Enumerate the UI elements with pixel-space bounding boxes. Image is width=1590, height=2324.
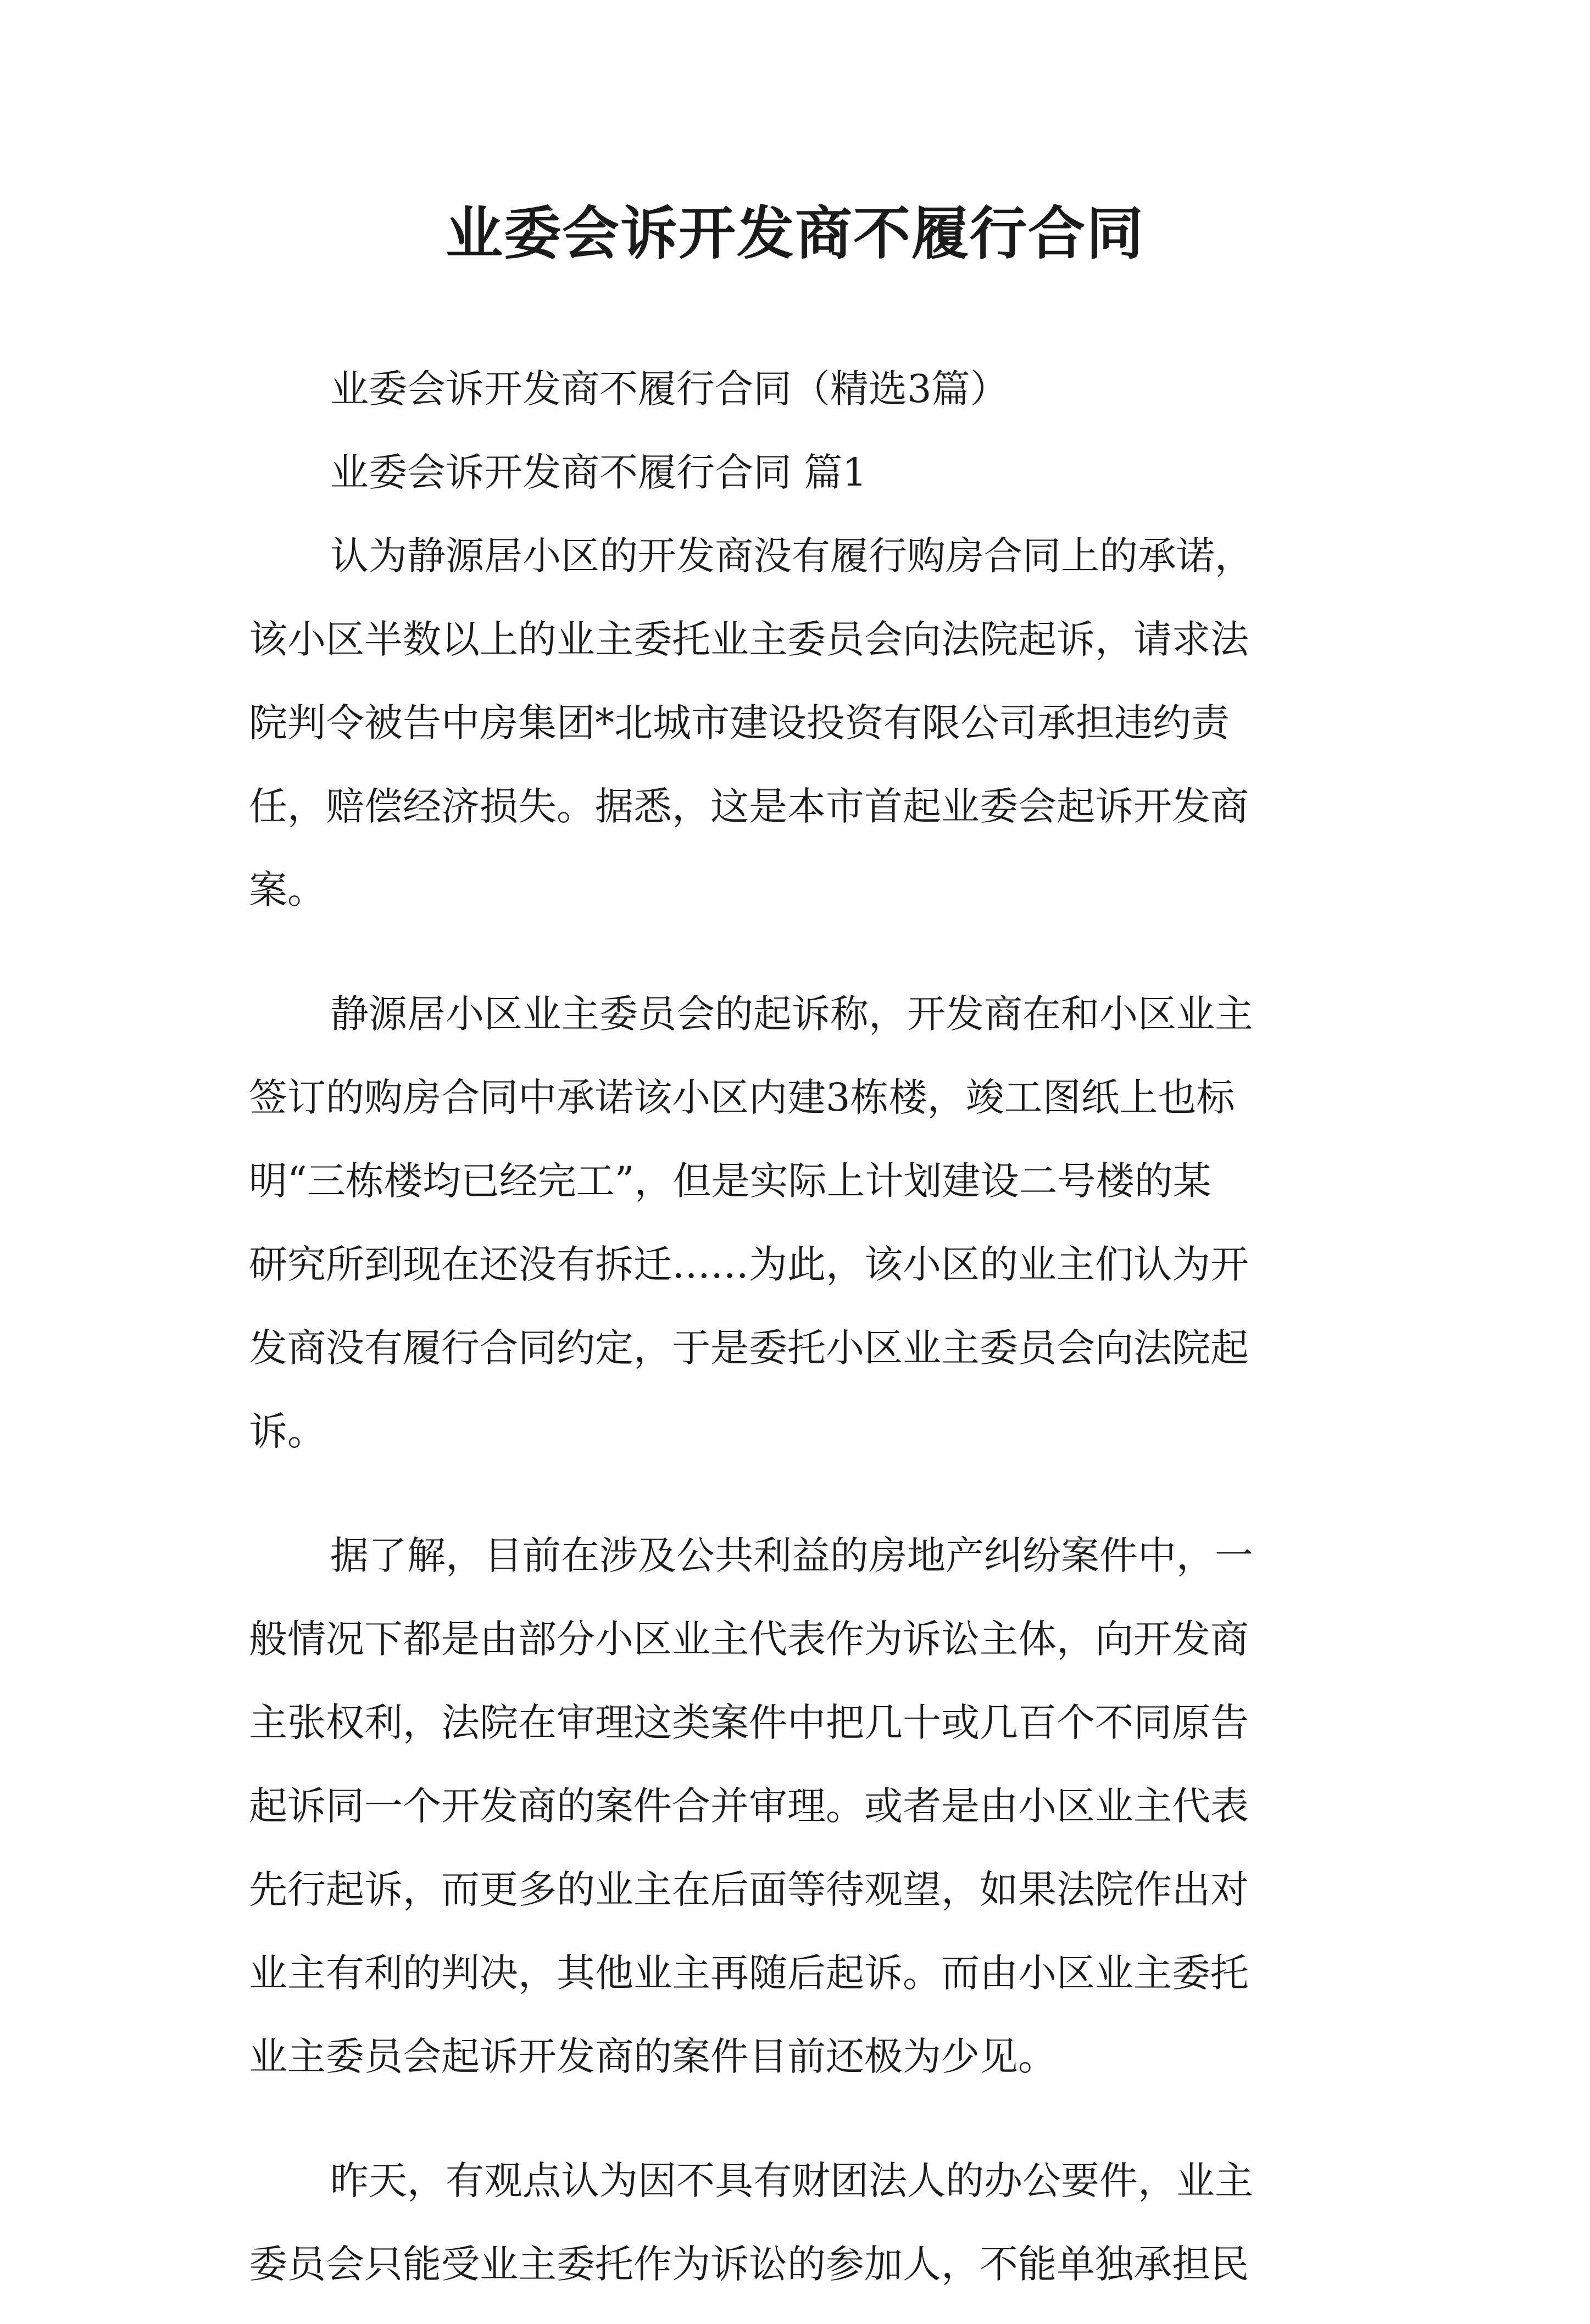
paragraph-line: 主张权利，法院在审理这类案件中把几十或几百个不同原告 [249,1700,1249,1745]
paragraph-line: 业主有利的判决，其他业主再随后起诉。而由小区业主委托 [249,1950,1249,1996]
paragraph-2 [249,990,1344,1455]
paragraph-line: 般情况下都是由部分小区业主代表作为诉讼主体，向开发商 [249,1617,1249,1662]
paragraph-line: 静源居小区业主委员会的起诉称，开发商在和小区业主 [330,991,1253,1036]
paragraph-line: 案。 [249,867,326,912]
paragraph-line: 该小区半数以上的业主委托业主委员会向法院起诉，请求法 [249,617,1249,662]
paragraph-line: 研究所到现在还没有拆迁……为此，该小区的业主们认为开 [249,1242,1249,1287]
document-subtitle: 业委会诉开发商不履行合同（精选3篇） [330,366,1009,411]
paragraph-4 [249,2157,1344,2288]
paragraph-line: 签订的购房合同中承诺该小区内建3栋楼，竣工图纸上也标 [249,1075,1235,1120]
paragraph-line: 发商没有履行合同约定，于是委托小区业主委员会向法院起 [249,1325,1249,1370]
section-heading: 业委会诉开发商不履行合同 篇1 [330,450,867,495]
paragraph-1 [249,532,1344,913]
paragraph-line: 业主委员会起诉开发商的案件目前还极为少见。 [249,2034,1057,2079]
paragraph-line: 院判令被告中房集团*北城市建设投资有限公司承担违约责 [249,700,1230,745]
paragraph-line: 诉。 [249,1409,326,1454]
paragraph-line: 认为静源居小区的开发商没有履行购房合同上的承诺， [330,533,1253,578]
paragraph-line: 委员会只能受业主委托作为诉讼的参加人，不能单独承担民 [249,2242,1249,2287]
paragraph-line: 起诉同一个开发商的案件合并审理。或者是由小区业主代表 [249,1784,1249,1829]
document-title: 业委会诉开发商不履行合同 [445,200,1144,267]
paragraph-3 [249,1532,1344,2080]
paragraph-line: 昨天，有观点认为因不具有财团法人的办公要件，业主 [330,2158,1253,2203]
document-body [249,365,1344,2324]
paragraph-line: 任，赔偿经济损失。据悉，这是本市首起业委会起诉开发商 [249,784,1249,829]
paragraph-line: 明“三栋楼均已经完工”，但是实际上计划建设二号楼的某 [249,1158,1211,1203]
paragraph-line: 先行起诉，而更多的业主在后面等待观望，如果法院作出对 [249,1867,1249,1912]
paragraph-line: 据了解，目前在涉及公共利益的房地产纠纷案件中，一 [330,1533,1253,1578]
